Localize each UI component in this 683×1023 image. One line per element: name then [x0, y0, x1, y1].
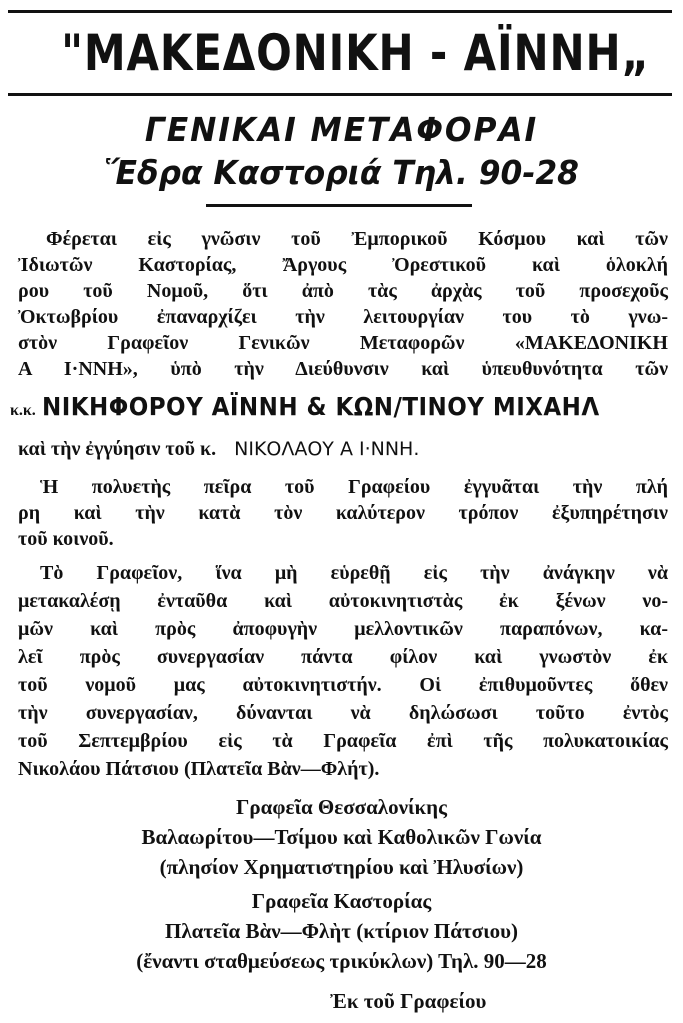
paragraph-line: τὴν συνεργασίαν, δύνανται νὰ δηλώσωσι τοῦτο ἐντὸς [18, 702, 668, 724]
title-banner [8, 10, 672, 96]
owners-line [10, 394, 678, 424]
paragraph-line: Τὸ Γραφεῖον, ἵνα μὴ εὑρεθῇ εἰς τὴν ἀνάγκην νὰ [40, 562, 668, 584]
guarantee-line [18, 436, 668, 462]
thessaloniki-office-landmark: (πλησίον Χρηματιστηρίου καὶ Ἠλυσίων) [159, 855, 524, 879]
paragraph-line: Ἰδιωτῶν Καστορίας, Ἄργους Ὀρεστικοῦ καὶ ὁλοκλή [18, 254, 668, 276]
paragraph-line: ρη καὶ τὴν κατὰ τὸν καλύτερον τρόπον ἐξυπηρέτησιν [18, 502, 668, 524]
paragraph-line: Α Ι·ΝΝΗ», ὑπὸ τὴν Διεύθυνσιν καὶ ὑπευθυνότητα τῶν [18, 358, 668, 380]
signature: Ἐκ τοῦ Γραφείου [330, 989, 487, 1013]
paragraph-line: Ἡ πολυετὴς πεῖρα τοῦ Γραφείου ἐγγυᾶται τὴν πλή [40, 476, 668, 498]
kastoria-office-title: Γραφεῖα Καστορίας [251, 889, 432, 913]
paragraph-line: τοῦ κοινοῦ. [18, 528, 114, 550]
paragraph-line: τοῦ νομοῦ μας αὐτοκινητιστήν. Οἱ ἐπιθυμοῦντες ὅθεν [18, 674, 668, 696]
kastoria-office-address: Πλατεῖα Βὰν—Φλὴτ (κτίριον Πάτσιου) [165, 919, 518, 943]
paragraph-line: στὸν Γραφεῖον Γενικῶν Μεταφορῶν «ΜΑΚΕΔΟΝΙΚΗ [18, 332, 668, 354]
guarantee-text: καὶ τὴν ἐγγύησιν τοῦ κ. [18, 438, 217, 460]
paragraph-line: μῶν καὶ πρὸς ἀποφυγὴν μελλοντικῶν παραπόνων, κα- [18, 618, 668, 640]
paragraph-line: Νικολάου Πάτσιου (Πλατεῖα Βὰν—Φλήτ). [18, 758, 380, 780]
owners-names: ΝΙΚΗΦΟΡΟΥ ΑΪΝΝΗ & ΚΩΝ/ΤΙΝΟΥ ΜΙΧΑΗΛ [41, 392, 600, 421]
thessaloniki-office-address: Βαλαωρίτου—Τσίμου καὶ Καθολικῶν Γωνία [141, 825, 542, 849]
owners-prefix: κ.κ. [10, 402, 36, 419]
paragraph-line: λεῖ πρὸς συνεργασίαν πάντα φίλον καὶ γνωστὸν ἐκ [18, 646, 668, 668]
thessaloniki-office-title: Γραφεῖα Θεσσαλονίκης [236, 795, 447, 819]
paragraph-line: ρου τοῦ Νομοῦ, ὅτι ἀπὸ τὰς ἀρχὰς τοῦ προσεχοῦς [18, 280, 668, 302]
guarantor-name: ΝΙΚΟΛΑΟΥ Α Ι·ΝΝΗ. [234, 438, 420, 460]
paragraph-line: Φέρεται εἰς γνῶσιν τοῦ Ἐμπορικοῦ Κόσμου καὶ τῶν [46, 228, 668, 250]
paragraph-line: μετακαλέσῃ ἐνταῦθα καὶ αὐτοκινητιστὰς ἐκ ξένων νο- [18, 590, 668, 612]
company-title: "ΜΑΚΕΔΟΝΙΚΗ - ΑΪΝΝΗ„ [61, 24, 650, 82]
divider-rule [206, 204, 472, 207]
kastoria-office-landmark: (ἔναντι σταθμεύσεως τρικύκλων) Τηλ. 90—28 [136, 949, 547, 973]
subtitle-services: ΓΕΝΙΚΑΙ ΜΕΤΑΦΟΡΑΙ [144, 110, 539, 149]
subtitle-headquarters: Ἕδρα Καστοριά Τηλ. 90-28 [104, 153, 579, 192]
paragraph-line: Ὀκτωβρίου ἐπαναρχίζει τὴν λειτουργίαν του τὸ γνω- [18, 306, 668, 328]
paragraph-line: τοῦ Σεπτεμβρίου εἰς τὰ Γραφεῖα ἐπὶ τῆς πολυκατοικίας [18, 730, 668, 752]
